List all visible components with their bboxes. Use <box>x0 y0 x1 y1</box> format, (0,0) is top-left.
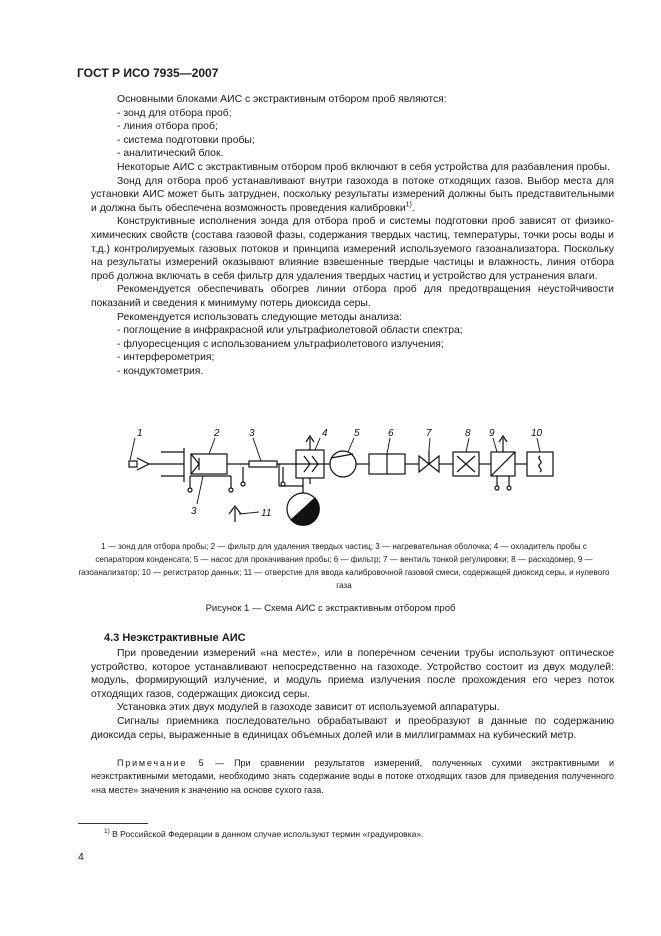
cooler-symbol <box>296 450 324 478</box>
list-item: - линия отбора проб; <box>117 121 218 133</box>
label-11: 11 <box>261 508 272 519</box>
figure-legend: 1 — зонд для отбора пробы; 2 — фильтр для удаления твердых частиц; 3 — нагревательная оболочка; 4 — охладитель пробы с сепаратором конденсата; 5 — насос для прокачивания пробы; 6 — фильтр; 7 — вентиль тонкой регулировки; 8 — расходомер, 9 — газоанализатор; 10 — регистратор данных; 11 — отверстие для ввода калибровочной газовой смеси, содержащей диоксид серы, и нулевого газа <box>78 542 610 590</box>
label-9: 9 <box>489 428 495 439</box>
data-recorder-symbol <box>527 452 553 476</box>
label-2: 2 <box>214 428 220 439</box>
gas-analyzer-symbol <box>491 452 515 476</box>
label-1: 1 <box>137 428 143 439</box>
list-item: - флуоресценция с использованием ультрафиолетового излучения; <box>117 338 444 350</box>
footnote-text: В Российской Федерации в данном случае используют термин «градуировка». <box>109 829 424 839</box>
schematic-diagram <box>91 424 571 532</box>
body-text-top <box>91 93 614 378</box>
filter-symbol <box>369 454 405 474</box>
heater-symbol <box>249 461 277 467</box>
section-paragraph-1: При проведении измерений «на месте», или в поперечном сечении трубы используют оптическое устройство, которое устанавливают непосредственно на газоходе. Устройство состоит из двух модулей: модуль, формирующий излучение, и модуль приема излучения после прохождения его через поток отходящих газов, содержащих диоксид серы. <box>91 648 614 700</box>
label-6: 6 <box>388 428 394 439</box>
probe-symbol <box>129 458 149 470</box>
label-8: 8 <box>465 428 471 439</box>
footnote-mark: 1) <box>104 828 110 836</box>
filter-particles-symbol <box>191 454 227 474</box>
section-paragraph-3: Сигналы приемника последовательно обрабатывают и преобразуют в данные по содержанию диоксида серы, выраженные в единицах объемных долей или в миллиграммах на кубический метр. <box>91 715 614 741</box>
methods-intro: Рекомендуется использовать следующие методы анализа: <box>117 311 403 323</box>
paragraph-design: Конструктивные исполнения зонда для отбора проб и системы подготовки проб зависят от физико-химических свойств (состава газовой фазы, содержания твердых частиц, температуры, точки росы воды и т.д.) контролируемых газовых потоков и принципа измерений используемого газоанализатора. Поскольку на результаты измерений оказывают влияние взвешенные твердые частицы и влажность, линия отбора проб должна включать в себя фильтр для удаления твердых частиц и устройство для устранения влаги. <box>91 216 614 282</box>
footnote-ref[interactable]: 1) <box>405 201 412 209</box>
section-heading: 4.3 Неэкстрактивные АИС <box>104 632 246 644</box>
document-header: ГОСТ Р ИСО 7935—2007 <box>77 66 219 80</box>
pump-symbol <box>330 451 356 477</box>
label-4: 4 <box>322 428 328 439</box>
list-item: - поглощение в инфракрасной или ультрафиолетовой области спектра; <box>117 325 463 337</box>
label-3: 3 <box>249 428 255 439</box>
note-5 <box>91 757 614 797</box>
paragraph-probe-text: Зонд для отбора проб устанавливают внутри газохода в потоке отходящих газов. Выбор места для установки АИС может быть затруднен, поскольку результаты измерений должны быть представительными и должна быть обеспечена возможность проведения калибровки <box>91 175 614 214</box>
list-item: - аналитический блок. <box>117 148 224 160</box>
page-number: 4 <box>78 851 84 863</box>
duct-wall <box>161 448 184 482</box>
flowmeter-symbol <box>453 452 479 476</box>
label-7: 7 <box>426 428 432 439</box>
footnote-divider <box>78 823 148 824</box>
label-3-bottom: 3 <box>191 506 197 517</box>
footnote <box>104 829 423 839</box>
paragraph-probe <box>91 175 614 216</box>
needle-valve-symbol <box>419 450 439 472</box>
blocks-intro: Основными блоками АИС с экстрактивным отбором проб являются: <box>117 94 447 105</box>
section-paragraph-2: Установка этих двух модулей в газоходе зависит от используемой аппаратуры. <box>117 702 500 714</box>
figure-caption: Рисунок 1 — Схема АИС с экстрактивным отбором проб <box>205 603 456 614</box>
note-label: Примечание 5 <box>117 758 206 768</box>
paragraph-probe-end: . <box>411 202 415 214</box>
paragraph-heating: Рекомендуется обеспечивать обогрев линии отбора проб для предотвращения неустойчивости показаний и сведения к минимуму потерь диоксида серы. <box>91 284 614 309</box>
note-text: — При сравнении результатов измерений, полученных сухими экстрактивными и неэкстрактивными методами, необходимо знать содержание воды в потоке отходящих газов для приведения полученного «на месте» значения к значению на основе сухого газа. <box>91 758 615 795</box>
list-item: - кондуктометрия. <box>117 365 204 377</box>
body-text-section <box>91 647 614 742</box>
list-item: - интерферометрия; <box>117 352 215 364</box>
list-item: - зонд для отбора проб; <box>117 107 232 119</box>
calibration-valve-symbol <box>287 493 319 525</box>
label-5: 5 <box>354 428 360 439</box>
paragraph-dilution: Некоторые АИС с экстрактивным отбором проб включают в себя устройства для разбавления пробы. <box>117 161 610 173</box>
list-item: - система подготовки пробы; <box>117 134 255 146</box>
label-10: 10 <box>531 428 543 439</box>
